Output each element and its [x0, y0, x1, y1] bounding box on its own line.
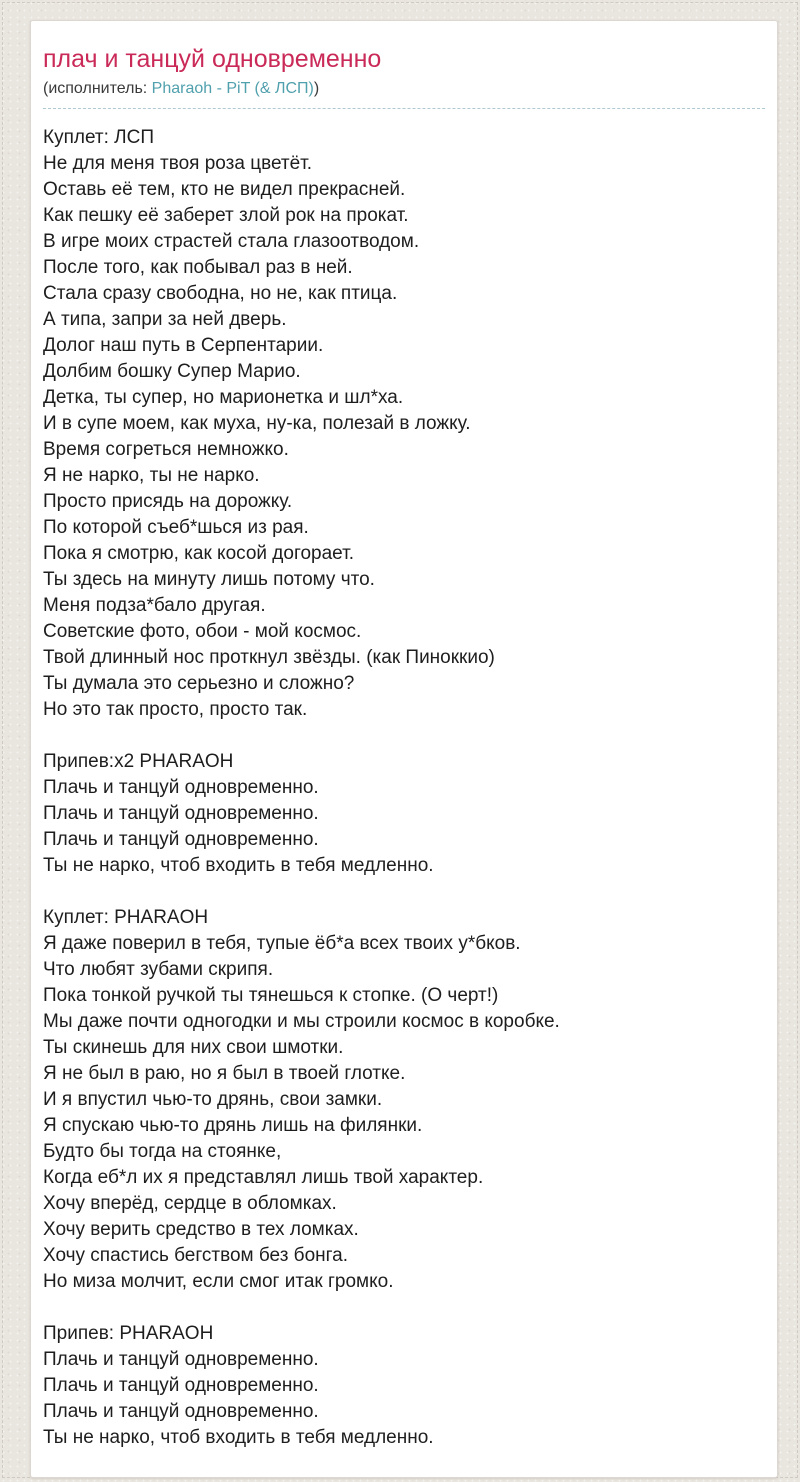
- stanza: [43, 905, 765, 1295]
- lyric-line: Ты не нарко, чтоб входить в тебя медленно.: [43, 1427, 434, 1448]
- lyric-line: Что любят зубами скрипя.: [43, 959, 274, 980]
- lyric-line: Припев: PHARAOH: [43, 1323, 214, 1344]
- lyric-line: Плачь и танцуй одновременно.: [43, 1349, 319, 1370]
- lyric-line: Куплет: PHARAOH: [43, 907, 209, 928]
- lyric-line: Но миза молчит, если смог итак громко.: [43, 1271, 394, 1292]
- lyric-line: Я спускаю чью-то дрянь лишь на филянки.: [43, 1115, 423, 1136]
- artist-label-close: ): [313, 80, 320, 97]
- lyric-line: Плачь и танцуй одновременно.: [43, 829, 319, 850]
- lyric-line: Ты здесь на минуту лишь потому что.: [43, 569, 375, 590]
- song-title: плач и танцуй одновременно: [43, 45, 382, 73]
- lyric-line: После того, как побывал раз в ней.: [43, 257, 353, 278]
- lyric-line: Время согреться немножко.: [43, 439, 289, 460]
- lyric-line: Долбим бошку Супер Марио.: [43, 361, 301, 382]
- lyric-line: Мы даже почти одногодки и мы строили космос в коробке.: [43, 1011, 560, 1032]
- stanza: [43, 1321, 765, 1451]
- lyric-line: Советские фото, обои - мой космос.: [43, 621, 362, 642]
- lyric-line: Ты скинешь для них свои шмотки.: [43, 1037, 344, 1058]
- lyric-line: Когда еб*л их я представлял лишь твой характер.: [43, 1167, 484, 1188]
- lyric-line: Плачь и танцуй одновременно.: [43, 1375, 319, 1396]
- lyric-line: По которой съеб*шься из рая.: [43, 517, 309, 538]
- artist-link[interactable]: Pharaoh - PiT (& ЛСП): [151, 80, 314, 97]
- lyric-line: В игре моих страстей стала глазоотводом.: [43, 231, 420, 252]
- artist-label: (исполнитель:: [43, 80, 152, 97]
- lyric-line: Стала сразу свободна, но не, как птица.: [43, 283, 398, 304]
- lyric-line: Хочу спастись бегством без бонга.: [43, 1245, 348, 1266]
- lyric-line: Плачь и танцуй одновременно.: [43, 803, 319, 824]
- lyric-line: И я впустил чью-то дрянь, свои замки.: [43, 1089, 383, 1110]
- lyric-line: Долог наш путь в Серпентарии.: [43, 335, 324, 356]
- lyric-line: Ты думала это серьезно и сложно?: [43, 673, 355, 694]
- lyric-line: Просто присядь на дорожку.: [43, 491, 293, 512]
- lyric-line: Хочу вперёд, сердце в обломках.: [43, 1193, 337, 1214]
- lyric-line: Хочу верить средство в тех ломках.: [43, 1219, 359, 1240]
- lyric-line: Но это так просто, просто так.: [43, 699, 308, 720]
- lyric-line: Ты не нарко, чтоб входить в тебя медленно.: [43, 855, 434, 876]
- stanza: [43, 125, 765, 723]
- stanza: [43, 749, 765, 879]
- lyric-line: Я даже поверил в тебя, тупые ёб*а всех твоих у*бков.: [43, 933, 521, 954]
- lyric-line: Я не был в раю, но я был в твоей глотке.: [43, 1063, 406, 1084]
- lyric-line: А типа, запри за ней дверь.: [43, 309, 287, 330]
- lyric-line: Плачь и танцуй одновременно.: [43, 1401, 319, 1422]
- lyric-line: Плачь и танцуй одновременно.: [43, 777, 319, 798]
- lyric-line: Куплет: ЛСП: [43, 127, 154, 148]
- lyric-line: Пока тонкой ручкой ты тянешься к стопке. (О черт!): [43, 985, 499, 1006]
- artist-line: [43, 79, 765, 109]
- lyric-line: Оставь её тем, кто не видел прекрасней.: [43, 179, 406, 200]
- lyric-line: Пока я смотрю, как косой догорает.: [43, 543, 354, 564]
- lyric-line: Будто бы тогда на стоянке,: [43, 1141, 282, 1162]
- lyrics-card: [30, 20, 778, 1478]
- lyric-line: Я не нарко, ты не нарко.: [43, 465, 260, 486]
- lyric-line: Как пешку её заберет злой рок на прокат.: [43, 205, 409, 226]
- lyric-line: Не для меня твоя роза цветёт.: [43, 153, 313, 174]
- lyric-line: Детка, ты супер, но марионетка и шл*ха.: [43, 387, 404, 408]
- lyrics-text: [43, 125, 765, 1451]
- lyric-line: Меня подза*бало другая.: [43, 595, 266, 616]
- lyric-line: Припев:x2 PHARAOH: [43, 751, 234, 772]
- song-header: [43, 45, 765, 109]
- lyric-line: Твой длинный нос проткнул звёзды. (как Пиноккио): [43, 647, 495, 668]
- lyric-line: И в супе моем, как муха, ну-ка, полезай в ложку.: [43, 413, 471, 434]
